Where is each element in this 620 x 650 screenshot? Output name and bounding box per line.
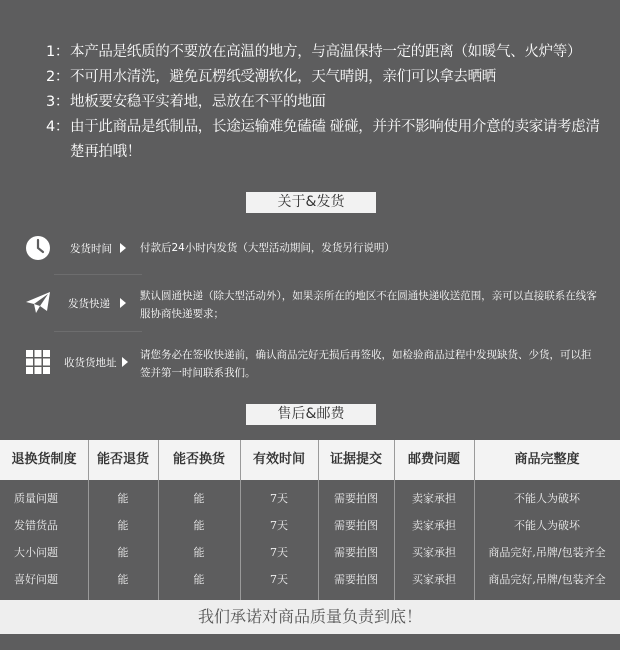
note-number: 2： [46,69,70,85]
airplane-icon [24,289,52,317]
table-cell: 7天 [270,573,288,586]
table-cell: 7天 [270,492,288,505]
table-cell: 喜好问题 [14,573,58,586]
divider [54,274,142,275]
care-notes [46,40,606,165]
table-cell: 买家承担 [412,573,456,586]
shipping-desc: 付款后24小时内发货（大型活动期间，发货另行说明） [140,242,395,254]
table-row [0,566,620,593]
column-header: 有效时间 [252,452,305,467]
table-cell: 商品完好,吊牌/包装齐全 [488,573,606,586]
table-cell: 质量问题 [14,492,58,505]
arrow-right-icon [120,243,126,253]
arrow-right-icon [120,298,126,308]
table-cell: 能 [193,519,205,532]
table-cell: 需要拍图 [334,492,378,505]
quality-promise-footer: 我们承诺对商品质量负责到底！ [0,600,620,634]
table-cell: 能 [193,573,205,586]
table-row [0,512,620,539]
column-header: 证据提交 [329,452,382,467]
shipping-row-courier [0,283,620,323]
about-shipping-banner: 关于&发货 [246,192,376,213]
shipping-desc: 默认圆通快递（除大型活动外），如果亲所在的地区不在圆通快递收送范围，亲可以直接联系在线客服协商快递要求； [140,290,597,320]
table-cell: 能 [193,546,205,559]
column-header: 能否换货 [172,452,225,467]
table-cell: 能 [193,492,205,505]
table-cell: 需要拍图 [334,573,378,586]
shipping-label: 发货快递 [68,298,110,310]
clock-icon [24,234,52,262]
note-text: 由于此商品是纸制品，长途运输难免磕磕 碰碰，并并不影响使用介意的卖家请考虑清楚再拍哦！ [70,119,600,160]
table-cell: 卖家承担 [412,492,456,505]
column-header: 能否退货 [96,452,149,467]
note-text: 地板要安稳平实着地，忌放在不平的地面 [70,94,326,110]
note-number: 1： [46,44,70,60]
note-item [46,115,606,165]
table-cell: 能 [117,546,129,559]
column-header: 退换货制度 [11,452,77,467]
divider [54,331,142,332]
grid-icon [24,348,52,376]
table-cell: 大小问题 [14,546,58,559]
table-header [0,440,620,480]
table-cell: 商品完好,吊牌/包装齐全 [488,546,606,559]
note-number: 3： [46,94,70,110]
table-cell: 买家承担 [412,546,456,559]
note-item [46,65,606,90]
note-number: 4： [46,119,70,135]
table-cell: 需要拍图 [334,519,378,532]
table-cell: 不能人为破坏 [514,519,580,532]
table-row [0,485,620,512]
table-cell: 能 [117,492,129,505]
column-header: 商品完整度 [514,452,580,467]
note-text: 本产品是纸质的不要放在高温的地方，与高温保持一定的距离（如暖气、火炉等） [70,44,582,60]
note-item [46,40,606,65]
table-cell: 7天 [270,546,288,559]
table-cell: 7天 [270,519,288,532]
note-text: 不可用水清洗，避免瓦楞纸受潮软化，天气晴朗，亲们可以拿去晒晒 [70,69,496,85]
aftersale-banner: 售后&邮费 [246,404,376,425]
shipping-row-time [0,228,620,268]
table-cell: 不能人为破坏 [514,492,580,505]
table-cell: 发错货品 [14,519,58,532]
shipping-desc: 请您务必在签收快递前，确认商品完好无损后再签收，如检验商品过程中发现缺货、少货，可以拒签并第一时间联系我们。 [140,349,592,379]
shipping-row-address [0,342,620,382]
shipping-label: 发货时间 [70,243,112,255]
return-policy-table [0,440,620,600]
table-cell: 需要拍图 [334,546,378,559]
table-cell: 能 [117,573,129,586]
note-item [46,90,606,115]
table-row [0,539,620,566]
table-cell: 能 [117,519,129,532]
arrow-right-icon [122,357,128,367]
column-header: 邮费问题 [407,452,460,467]
table-cell: 卖家承担 [412,519,456,532]
shipping-label: 收货货地址 [64,357,117,369]
